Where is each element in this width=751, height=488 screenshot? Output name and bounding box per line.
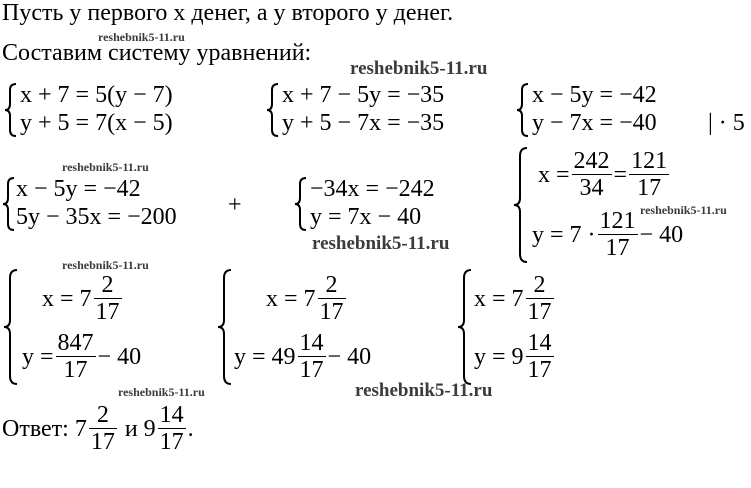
equation-1: x = $\frac{242}{34}$ = $\frac{121}{17}$ xyxy=(538,148,668,201)
equation-2: y + 5 − 7x = −35 xyxy=(282,110,445,136)
watermark: reshebnik5-11.ru xyxy=(62,258,149,272)
intro-text: Пусть у первого x денег, а у второго y денег. xyxy=(2,0,454,26)
addition-sign: + xyxy=(228,192,242,218)
watermark: reshebnik5-11.ru xyxy=(350,58,488,79)
system-intro-text: Составим систему уравнений: xyxy=(2,40,312,66)
system-8 xyxy=(216,268,416,388)
equation-2: y = 9 $\frac{14}{17}$ xyxy=(474,330,552,383)
brace-icon xyxy=(456,268,474,386)
system-2 xyxy=(266,82,486,138)
equation-2: y = 7x − 40 xyxy=(310,204,422,230)
answer-label: Ответ: xyxy=(2,415,69,442)
equation-1: x = 7 $\frac{2}{17}$ xyxy=(266,272,344,325)
equation-2: y + 5 = 7(x − 5) xyxy=(20,110,173,136)
answer-fraction-b: $\frac{14}{17}$ xyxy=(159,402,184,455)
equation-2: 5y − 35x = −200 xyxy=(16,204,177,230)
brace-icon xyxy=(216,268,234,386)
equation-2: y = 49 $\frac{14}{17}$ − 40 xyxy=(234,330,372,383)
equation-1: x = 7 $\frac{2}{17}$ xyxy=(474,272,552,325)
multiplier-note: | · 5 xyxy=(708,110,745,136)
watermark: reshebnik5-11.ru xyxy=(62,160,149,174)
system-7 xyxy=(2,268,202,388)
watermark: reshebnik5-11.ru xyxy=(312,233,450,254)
equation-1: x + 7 − 5y = −35 xyxy=(282,82,445,108)
equation-2: y = 7 · $\frac{121}{17}$ − 40 xyxy=(532,208,684,261)
brace-icon xyxy=(512,146,530,264)
brace-icon xyxy=(294,176,308,232)
system-1 xyxy=(4,82,224,138)
watermark: reshebnik5-11.ru xyxy=(640,203,727,217)
answer-line: Ответ: 7 $\frac{2}{17}$ и 9 $\frac{14}{17}$ . xyxy=(2,402,194,455)
watermark: reshebnik5-11.ru xyxy=(98,30,185,44)
system-5 xyxy=(294,176,494,232)
system-9 xyxy=(456,268,616,388)
equation-2: y − 7x = −40 xyxy=(532,110,657,136)
equation-1: x + 7 = 5(y − 7) xyxy=(20,82,173,108)
brace-icon xyxy=(266,82,280,138)
equation-1: −34x = −242 xyxy=(310,176,435,202)
system-6 xyxy=(512,146,742,266)
system-4 xyxy=(2,176,252,232)
brace-icon xyxy=(4,82,18,138)
system-3 xyxy=(516,82,751,138)
equation-1: x − 5y = −42 xyxy=(532,82,657,108)
brace-icon xyxy=(2,268,20,386)
brace-icon xyxy=(2,176,16,232)
brace-icon xyxy=(516,82,530,138)
equation-1: x = 7 $\frac{2}{17}$ xyxy=(42,272,120,325)
equation-1: x − 5y = −42 xyxy=(16,176,141,202)
watermark: reshebnik5-11.ru xyxy=(118,385,205,399)
answer-fraction-a: $\frac{2}{17}$ xyxy=(90,402,115,455)
watermark: reshebnik5-11.ru xyxy=(355,380,493,401)
equation-2: y = $\frac{847}{17}$ − 40 xyxy=(22,330,142,383)
